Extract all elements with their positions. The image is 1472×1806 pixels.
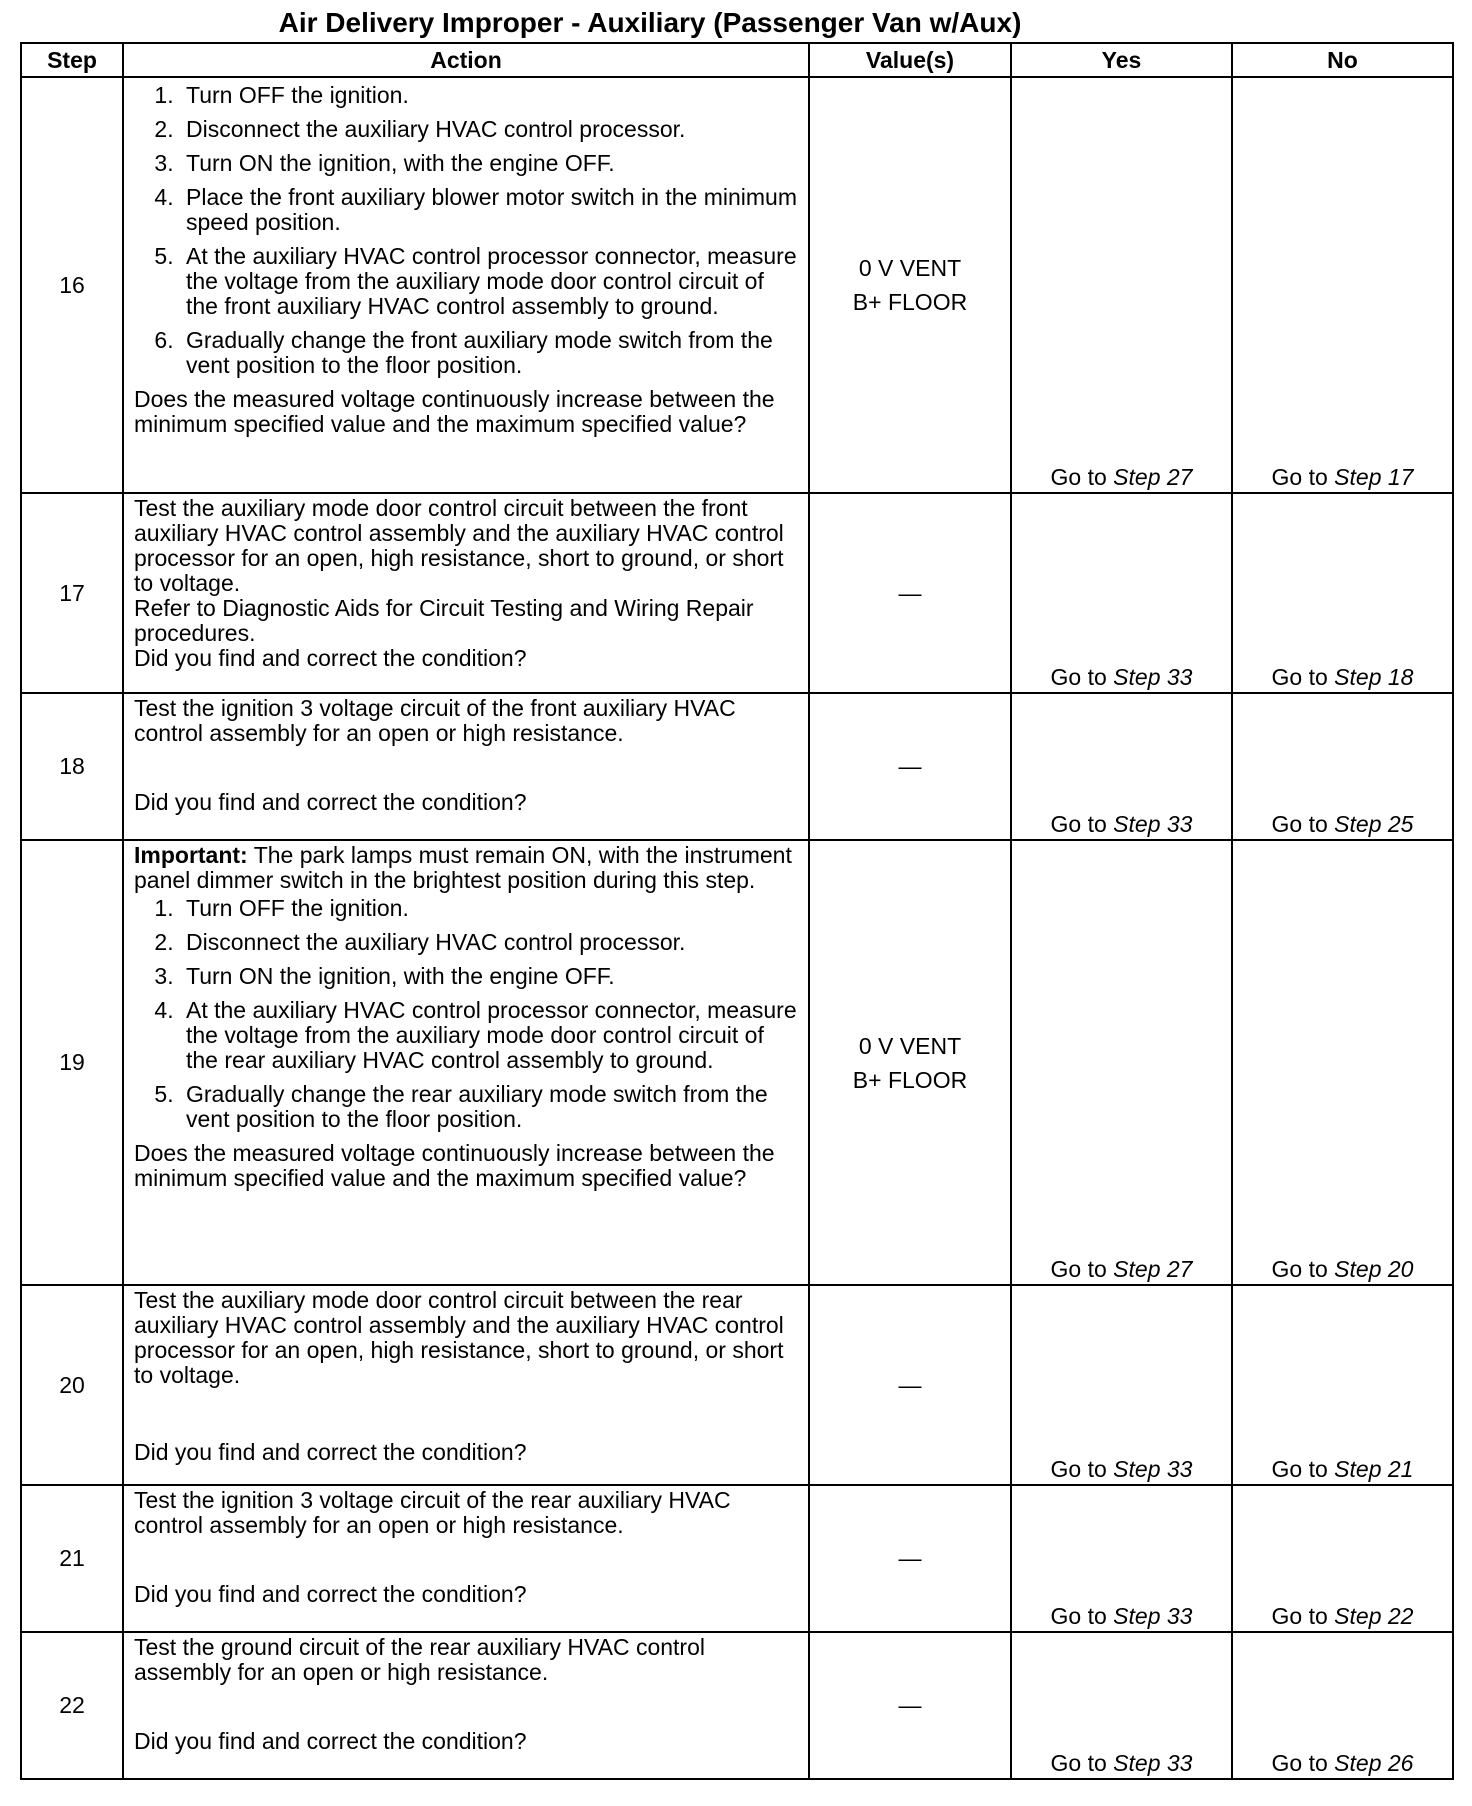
important-note	[134, 843, 798, 893]
header-action: Action	[123, 43, 809, 77]
no-cell	[1232, 1632, 1453, 1779]
step-number: 22	[21, 1632, 123, 1779]
action-cell	[123, 493, 809, 693]
goto-prefix: Go to	[1050, 464, 1107, 490]
procedure-item: 3. Turn ON the ignition, with the engine OFF.	[180, 151, 798, 176]
value-line: B+ FLOOR	[852, 289, 968, 315]
procedure-item: 4. Place the front auxiliary blower motor switch in the minimum speed position.	[180, 185, 798, 235]
important-text: The park lamps must remain ON, with the instrument panel dimmer switch in the brightest position during this step.	[134, 842, 792, 893]
yes-cell	[1011, 840, 1232, 1285]
header-values: Value(s)	[809, 43, 1011, 77]
no-cell	[1232, 1285, 1453, 1485]
action-cell	[123, 77, 809, 493]
table-row	[21, 693, 1453, 840]
no-cell	[1232, 840, 1453, 1285]
header-step: Step	[21, 43, 123, 77]
step-number: 18	[21, 693, 123, 840]
no-step-link: Step 17	[1334, 464, 1414, 490]
step-number: 19	[21, 840, 123, 1285]
no-step-link: Step 21	[1334, 1456, 1414, 1482]
yes-step-link: Step 33	[1113, 664, 1193, 690]
action-text: Test the ignition 3 voltage circuit of the rear auxiliary HVAC control assembly for an open or high resistance.	[134, 1487, 731, 1538]
table-row	[21, 77, 1453, 493]
goto-prefix: Go to	[1050, 664, 1107, 690]
no-step-link: Step 20	[1334, 1256, 1414, 1282]
procedure-item: 1. Turn OFF the ignition.	[180, 896, 798, 921]
goto-prefix: Go to	[1271, 1750, 1328, 1776]
action-text: Test the auxiliary mode door control circuit between the front auxiliary HVAC control assembly and the auxiliary HVAC control processor for an open, high resistance, short to ground, or short to voltage.	[134, 495, 784, 596]
goto-prefix: Go to	[1050, 811, 1107, 837]
procedure-list	[134, 896, 798, 1132]
step-number: 16	[21, 77, 123, 493]
procedure-list	[134, 83, 798, 378]
yes-step-link: Step 33	[1113, 811, 1193, 837]
procedure-item: 5. At the auxiliary HVAC control processor connector, measure the voltage from the auxiliary mode door control circuit of the front auxiliary HVAC control assembly to ground.	[180, 244, 798, 319]
no-step-link: Step 25	[1334, 811, 1414, 837]
yes-step-link: Step 27	[1113, 1256, 1193, 1282]
goto-prefix: Go to	[1050, 1256, 1107, 1282]
value-cell: —	[809, 1285, 1011, 1485]
yes-cell	[1011, 1285, 1232, 1485]
procedure-item: 1. Turn OFF the ignition.	[180, 83, 798, 108]
value-cell	[809, 840, 1011, 1285]
yes-step-link: Step 33	[1113, 1750, 1193, 1776]
no-cell	[1232, 1485, 1453, 1632]
value-line: 0 V VENT	[858, 255, 962, 281]
yes-step-link: Step 27	[1113, 464, 1193, 490]
step-number: 20	[21, 1285, 123, 1485]
table-row	[21, 840, 1453, 1285]
procedure-item: 5. Gradually change the rear auxiliary mode switch from the vent position to the floor position.	[180, 1082, 798, 1132]
action-text: Test the ignition 3 voltage circuit of the front auxiliary HVAC control assembly for an open or high resistance.	[134, 695, 736, 746]
goto-prefix: Go to	[1050, 1603, 1107, 1629]
no-step-link: Step 18	[1334, 664, 1414, 690]
question-text: Did you find and correct the condition?	[134, 645, 527, 671]
goto-prefix: Go to	[1271, 1456, 1328, 1482]
question-text: Did you find and correct the condition?	[134, 1728, 527, 1754]
goto-prefix: Go to	[1271, 1256, 1328, 1282]
action-cell	[123, 693, 809, 840]
action-cell	[123, 1632, 809, 1779]
no-step-link: Step 22	[1334, 1603, 1414, 1629]
page-title: Air Delivery Improper - Auxiliary (Passenger Van w/Aux)	[278, 7, 1022, 38]
table-row	[21, 1285, 1453, 1485]
goto-prefix: Go to	[1050, 1456, 1107, 1482]
action-note: Refer to Diagnostic Aids for Circuit Testing and Wiring Repair procedures.	[134, 595, 754, 646]
value-cell: —	[809, 1485, 1011, 1632]
important-label: Important:	[134, 842, 248, 868]
yes-cell	[1011, 77, 1232, 493]
yes-cell	[1011, 1632, 1232, 1779]
question-text: Did you find and correct the condition?	[134, 1581, 527, 1607]
no-cell	[1232, 77, 1453, 493]
table-row	[21, 1632, 1453, 1779]
question-text: Did you find and correct the condition?	[134, 1439, 527, 1465]
value-cell: —	[809, 1632, 1011, 1779]
goto-prefix: Go to	[1271, 464, 1328, 490]
yes-cell	[1011, 1485, 1232, 1632]
action-cell	[123, 1485, 809, 1632]
procedure-item: 2. Disconnect the auxiliary HVAC control processor.	[180, 117, 798, 142]
procedure-item: 6. Gradually change the front auxiliary mode switch from the vent position to the floor position.	[180, 328, 798, 378]
procedure-item: 4. At the auxiliary HVAC control processor connector, measure the voltage from the auxiliary mode door control circuit of the rear auxiliary HVAC control assembly to ground.	[180, 998, 798, 1073]
yes-cell	[1011, 493, 1232, 693]
action-cell	[123, 840, 809, 1285]
header-no: No	[1232, 43, 1453, 77]
yes-step-link: Step 33	[1113, 1603, 1193, 1629]
yes-cell	[1011, 693, 1232, 840]
diagnostic-table	[20, 42, 1454, 1780]
value-cell	[809, 77, 1011, 493]
no-cell	[1232, 493, 1453, 693]
goto-prefix: Go to	[1271, 1603, 1328, 1629]
action-text: Test the auxiliary mode door control circuit between the rear auxiliary HVAC control assembly and the auxiliary HVAC control processor for an open, high resistance, short to ground, or short to voltage.	[134, 1287, 784, 1388]
value-line: B+ FLOOR	[852, 1066, 968, 1093]
question-text: Does the measured voltage continuously increase between the minimum specified value and the maximum specified value?	[134, 386, 775, 437]
table-row	[21, 1485, 1453, 1632]
table-header-row	[21, 43, 1453, 77]
goto-prefix: Go to	[1271, 664, 1328, 690]
value-cell: —	[809, 693, 1011, 840]
goto-prefix: Go to	[1271, 811, 1328, 837]
table-row	[21, 493, 1453, 693]
question-text: Did you find and correct the condition?	[134, 789, 527, 815]
value-cell: —	[809, 493, 1011, 693]
action-cell	[123, 1285, 809, 1485]
procedure-item: 2. Disconnect the auxiliary HVAC control processor.	[180, 930, 798, 955]
no-cell	[1232, 693, 1453, 840]
no-step-link: Step 26	[1334, 1750, 1414, 1776]
header-yes: Yes	[1011, 43, 1232, 77]
step-number: 21	[21, 1485, 123, 1632]
action-text: Test the ground circuit of the rear auxiliary HVAC control assembly for an open or high resistance.	[134, 1634, 705, 1685]
goto-prefix: Go to	[1050, 1750, 1107, 1776]
yes-step-link: Step 33	[1113, 1456, 1193, 1482]
value-line: 0 V VENT	[858, 1032, 962, 1059]
step-number: 17	[21, 493, 123, 693]
procedure-item: 3. Turn ON the ignition, with the engine OFF.	[180, 964, 798, 989]
question-text: Does the measured voltage continuously increase between the minimum specified value and the maximum specified value?	[134, 1140, 775, 1191]
